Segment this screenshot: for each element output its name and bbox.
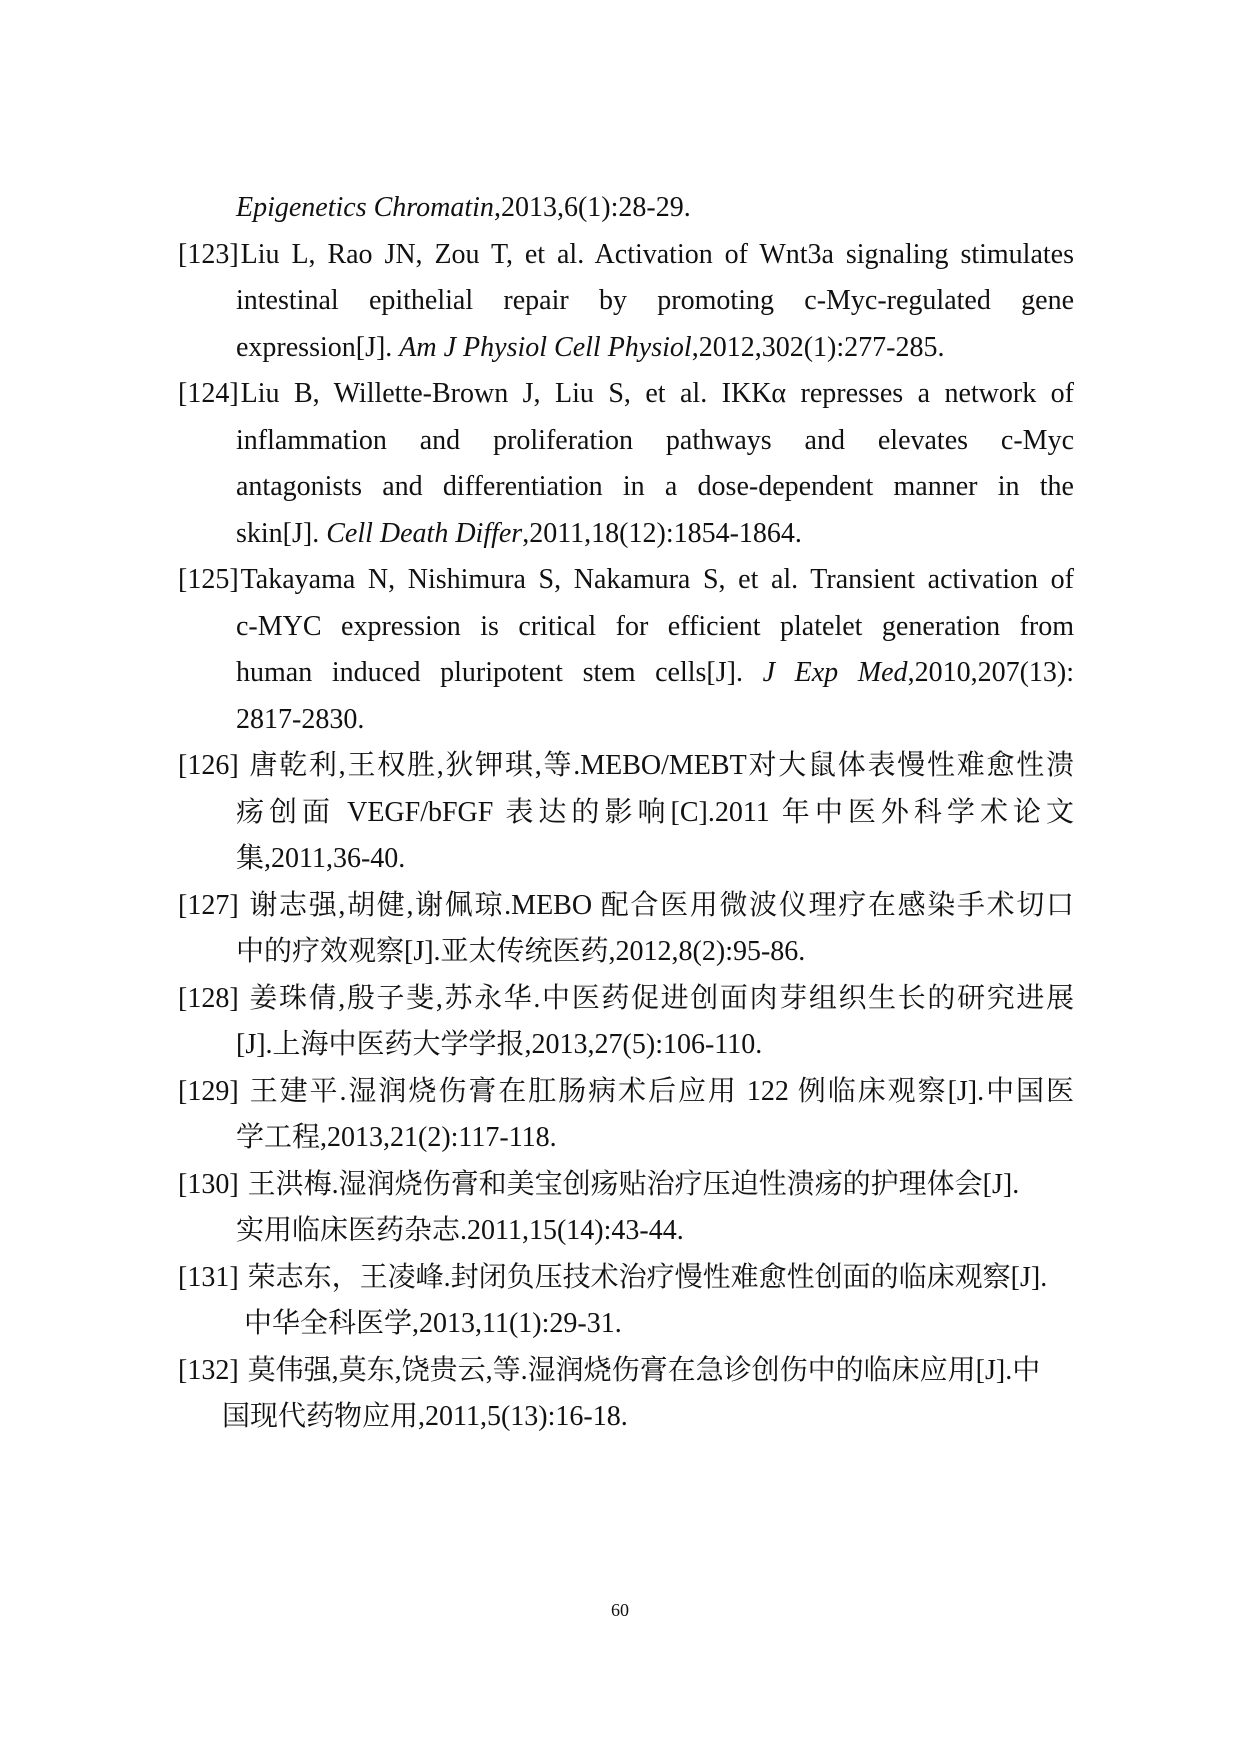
- reference-number: [129]: [178, 1076, 239, 1107]
- reference-number: [128]: [178, 983, 239, 1014]
- reference-number: [127]: [178, 890, 239, 921]
- journal-title: Epigenetics Chromatin: [236, 192, 494, 223]
- reference-125-line-4: 2817-2830.: [236, 704, 365, 735]
- reference-122-continuation: Epigenetics Chromatin,2013,6(1):28-29.: [236, 192, 691, 223]
- reference-130-line-1: [130] 王洪梅.湿润烧伤膏和美宝创疡贴治疗压迫性溃疡的护理体会[J].: [178, 1169, 1020, 1200]
- reference-125-line-3: human induced pluripotent stem cells[J]. J Exp Med,2010,207(13):: [236, 657, 1074, 688]
- page-number: 60: [611, 1600, 629, 1620]
- reference-130-line-2: 实用临床医药杂志.2011,15(14):43-44.: [236, 1215, 684, 1246]
- reference-132-line-2: 国现代药物应用,2011,5(13):16-18.: [222, 1401, 628, 1432]
- journal-title: J Exp Med: [762, 657, 908, 688]
- reference-126-line-1: [126] 唐乾利,王权胜,狄钾琪,等.MEBO/MEBT对大鼠体表慢性难愈性溃: [178, 750, 1074, 781]
- reference-124-line-1: [124]Liu B, Willette-Brown J, Liu S, et al. IKKα represses a network of: [178, 378, 1074, 409]
- reference-127-line-1: [127] 谢志强,胡健,谢佩琼.MEBO 配合医用微波仪理疗在感染手术切口: [178, 890, 1074, 921]
- reference-number: [132]: [178, 1355, 239, 1386]
- reference-number: [123]: [178, 239, 239, 270]
- reference-number: [126]: [178, 750, 239, 781]
- reference-number: [125]: [178, 564, 239, 595]
- reference-123-line-1: [123]Liu L, Rao JN, Zou T, et al. Activation of Wnt3a signaling stimulates: [178, 239, 1074, 270]
- reference-124-line-2: inflammation and proliferation pathways and elevates c-Myc: [236, 425, 1074, 456]
- reference-125-line-2: c-MYC expression is critical for efficient platelet generation from: [236, 611, 1074, 642]
- reference-128-line-2: [J].上海中医药大学学报,2013,27(5):106-110.: [236, 1029, 763, 1060]
- reference-131-line-1: [131] 荣志东，王凌峰.封闭负压技术治疗慢性难愈性创面的临床观察[J].: [178, 1262, 1048, 1293]
- reference-number: [131]: [178, 1262, 239, 1293]
- reference-127-line-2: 中的疗效观察[J].亚太传统医药,2012,8(2):95-86.: [236, 936, 806, 967]
- reference-128-line-1: [128] 姜珠倩,殷子斐,苏永华.中医药促进创面肉芽组织生长的研究进展: [178, 983, 1074, 1014]
- reference-124-line-4: skin[J]. Cell Death Differ,2011,18(12):1854-1864.: [236, 518, 802, 549]
- journal-title: Cell Death Differ: [326, 518, 523, 549]
- reference-132-line-1: [132] 莫伟强,莫东,饶贵云,等.湿润烧伤膏在急诊创伤中的临床应用[J].中: [178, 1355, 1041, 1386]
- reference-126-line-2: 疡创面 VEGF/bFGF 表达的影响[C].2011 年中医外科学术论文: [236, 797, 1074, 828]
- journal-title: Am J Physiol Cell Physiol: [399, 332, 692, 363]
- reference-number: [124]: [178, 378, 239, 409]
- reference-124-line-3: antagonists and differentiation in a dose-dependent manner in the: [236, 471, 1074, 502]
- reference-131-line-2: 中华全科医学,2013,11(1):29-31.: [244, 1308, 622, 1339]
- reference-129-line-1: [129] 王建平.湿润烧伤膏在肛肠病术后应用 122 例临床观察[J].中国医: [178, 1076, 1074, 1107]
- reference-126-line-3: 集,2011,36-40.: [236, 843, 406, 874]
- reference-129-line-2: 学工程,2013,21(2):117-118.: [236, 1122, 557, 1153]
- reference-number: [130]: [178, 1169, 239, 1200]
- reference-123-line-3: expression[J]. Am J Physiol Cell Physiol,2012,302(1):277-285.: [236, 332, 945, 363]
- reference-123-line-2: intestinal epithelial repair by promoting c-Myc-regulated gene: [236, 285, 1074, 316]
- reference-125-line-1: [125]Takayama N, Nishimura S, Nakamura S, et al. Transient activation of: [178, 564, 1074, 595]
